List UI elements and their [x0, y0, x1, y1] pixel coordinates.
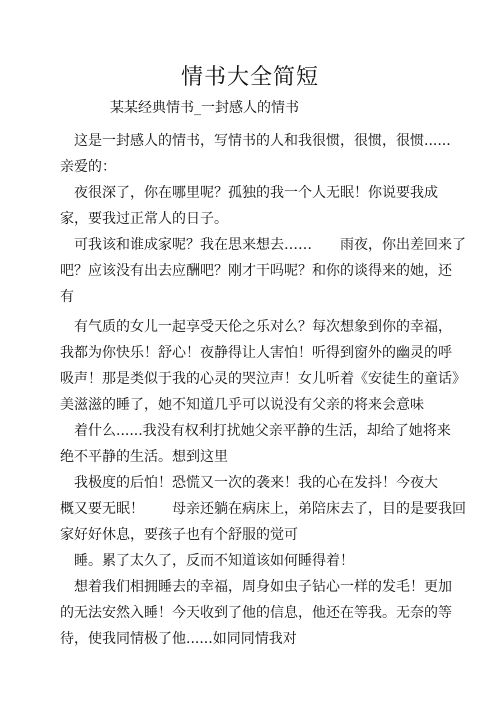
body-line: 美滋滋的睡了，她不知道几乎可以说没有父亲的将来会意味 — [60, 397, 424, 413]
body-line: 概又要无眠！ 母亲还躺在病床上，弟陪床去了，目的是要我回 — [60, 501, 466, 517]
body-line: 有 — [60, 289, 74, 305]
body-line: 夜很深了，你在哪里呢？孤独的我一个人无眠！你说要我成 — [60, 185, 438, 201]
body-line: 有气质的女儿一起享受天伦之乐对么？每次想象到你的幸福， — [60, 319, 452, 335]
body-line: 这是一封感人的情书，写情书的人和我很惯，很惯，很惯...... — [60, 133, 451, 149]
body-line: 吸声！那是类似于我的心灵的哭泣声！女儿听着《安徒生的童话》 — [60, 371, 466, 387]
body-line: 绝不平静的生活。想到这里 — [60, 449, 228, 465]
body-line: 家，要我过正常人的日子。 — [60, 211, 228, 227]
body-line: 想着我们相拥睡去的幸福，周身如虫子钻心一样的发毛！更加 — [60, 579, 452, 595]
body-line: 家好好休息，要孩子也有个舒服的觉可 — [60, 527, 298, 543]
body-line: 睡。累了太久了，反而不知道该如何睡得着！ — [60, 553, 354, 569]
body-line: 可我该和谁成家呢？我在思来想去…… 雨夜，你出差回来了 — [60, 237, 466, 253]
body-line: 亲爱的： — [60, 159, 116, 175]
body-line: 我极度的后怕！恐慌又一次的袭来！我的心在发抖！今夜大 — [60, 475, 438, 491]
body-line: 着什么......我没有权利打扰她父亲平静的生活，却给了她将来 — [60, 423, 451, 439]
body-line: 吧？应该没有出去应酬吧？刚才干吗呢？和你的谈得来的她，还 — [60, 263, 452, 279]
document-title: 情书大全简短 — [180, 65, 319, 90]
body-line: 我都为你快乐！舒心！夜静得让人害怕！听得到窗外的幽灵的呼 — [60, 345, 452, 361]
body-line: 待，使我同情极了他......如同同情我对 — [60, 631, 297, 647]
document-subtitle: 某某经典情书_一封感人的情书 — [110, 100, 299, 116]
body-line: 的无法安然入睡！今天收到了他的信息，他还在等我。无奈的等 — [60, 605, 452, 621]
